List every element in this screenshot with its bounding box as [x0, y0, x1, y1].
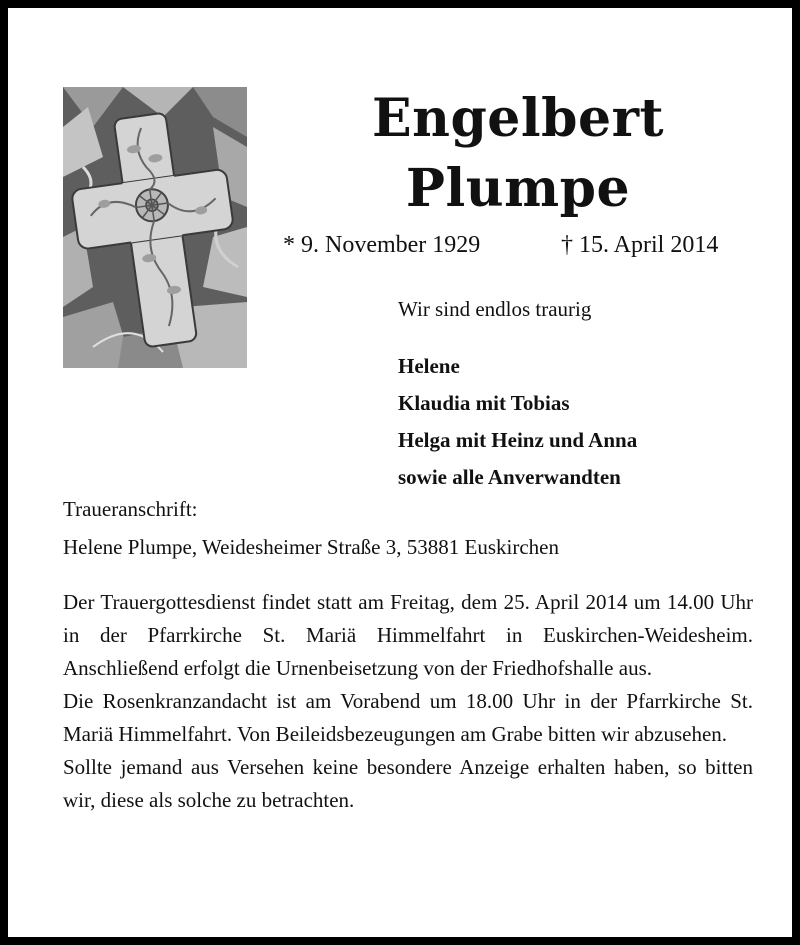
notice-body	[63, 586, 753, 817]
mourner-list	[398, 348, 637, 496]
mourning-intro: Wir sind endlos traurig	[398, 297, 592, 321]
service-paragraph: Der Trauergottesdienst findet statt am Freitag, dem 25. April 2014 um 14.00 Uhr in der Pfarrkirche St. Mariä Himmelfahrt in Euskirchen-Weidesheim. Anschließend erfolgt die Urnenbeisetzung von der Friedhofshalle aus.	[63, 590, 753, 680]
address-label: Traueranschrift:	[63, 497, 198, 521]
notice-paragraph: Sollte jemand aus Versehen keine besondere Anzeige erhalten haben, so bitten wir, diese als solche zu betrachten.	[63, 755, 753, 812]
mourner-name: Helene	[398, 354, 460, 378]
mourner-name: Klaudia mit Tobias	[398, 391, 570, 415]
deceased-last-name: Plumpe	[405, 158, 631, 219]
mourner-name: sowie alle Anverwandten	[398, 465, 621, 489]
mourner-name: Helga mit Heinz und Anna	[398, 428, 638, 452]
rosary-paragraph: Die Rosenkranzandacht ist am Vorabend um 18.00 Uhr in der Pfarrkirche St. Mariä Himmelfahrt. Von Beileidsbezeugungen am Grabe bitten wir abzusehen.	[63, 689, 753, 746]
birth-date: * 9. November 1929	[283, 232, 481, 258]
mourning-address: Helene Plumpe, Weidesheimer Straße 3, 53881 Euskirchen	[63, 535, 559, 559]
stone-cross-photo	[63, 87, 247, 368]
deceased-first-name: Engelbert	[372, 88, 664, 149]
death-date: † 15. April 2014	[561, 232, 719, 258]
